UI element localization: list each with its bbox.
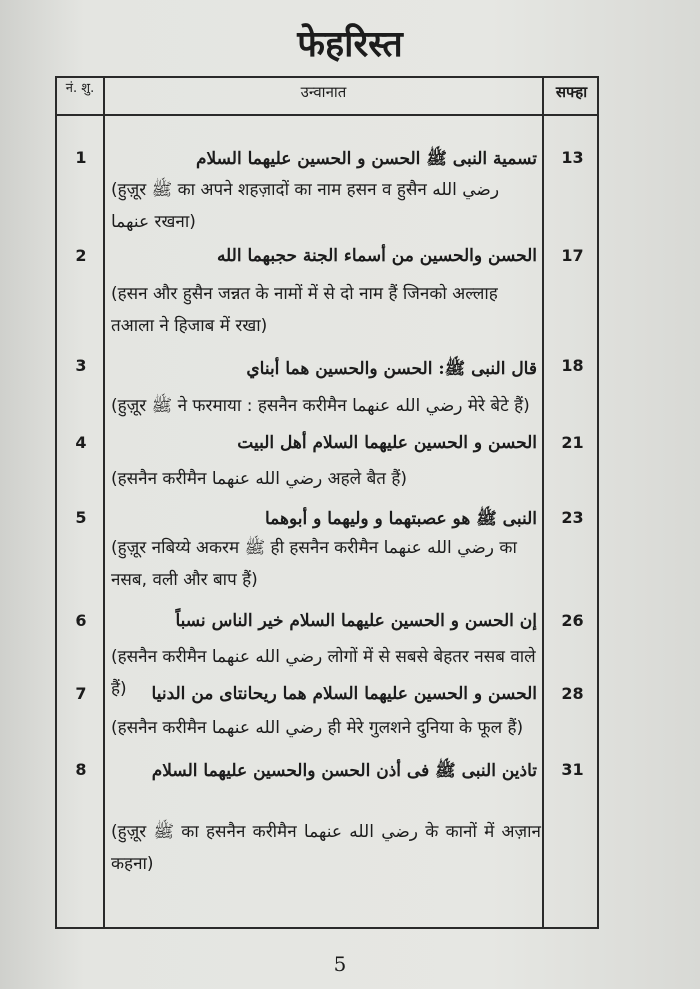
- entry-hindi: (हसनैन करीमैन رضي الله عنهما अहले बैत हैं): [111, 469, 408, 489]
- column-divider: [103, 78, 105, 927]
- entry-arabic: الحسن و الحسين عليهما السلام أهل البيت: [237, 433, 537, 453]
- header-serial: नं. शु.: [65, 81, 95, 96]
- entry-page: 18: [561, 356, 584, 375]
- header-page: सफ्हा: [555, 83, 588, 101]
- entry-arabic: الحسن و الحسين عليهما السلام هما ريحانتاى من الدنيا: [151, 684, 537, 704]
- entry-arabic: النبى ﷺ هو عصبتهما و وليهما و أبوهما: [264, 509, 537, 529]
- entry-number: 8: [75, 760, 87, 779]
- entry-number: 7: [75, 684, 87, 703]
- entry-hindi: (हसनैन करीमैन رضي الله عنهما लोगों में से सबसे बेहतर नसब वाले हैं): [111, 647, 536, 699]
- entry-page: 26: [561, 611, 584, 630]
- entry-hindi: (हुज़ूर ﷺ का हसनैन करीमैन رضي الله عنهما के कानों में अज़ान कहना): [111, 822, 541, 874]
- entry-page: 31: [561, 760, 584, 779]
- entry-arabic: قال النبى ﷺ: الحسن والحسين هما أبناي: [246, 359, 537, 379]
- entry-number: 6: [75, 611, 87, 630]
- entry-arabic: الحسن والحسين من أسماء الجنة حجبهما الله: [216, 246, 537, 266]
- entry-arabic: تسمية النبى ﷺ الحسن و الحسين عليهما السلام: [195, 149, 537, 169]
- entry-number: 4: [75, 433, 87, 452]
- page-number: 5: [333, 952, 347, 976]
- header-divider: [57, 114, 597, 116]
- column-divider: [542, 78, 544, 927]
- entry-hindi: (हुज़ूर नबिय्ये अकरम ﷺ ही हसनैन करीमैन رضي الله عنهما का नसब, वली और बाप हैं): [111, 538, 517, 590]
- entry-number: 1: [75, 148, 87, 167]
- entry-page: 28: [561, 684, 584, 703]
- entry-arabic: إن الحسن و الحسين عليهما السلام خير الناس نسباً: [175, 611, 537, 631]
- entry-page: 21: [561, 433, 584, 452]
- entry-number: 3: [75, 356, 87, 375]
- entry-page: 13: [561, 148, 584, 167]
- page-title: फेहरिस्त: [297, 24, 403, 65]
- entry-number: 2: [75, 246, 87, 265]
- entry-number: 5: [75, 508, 87, 527]
- header-topics: उन्वानात: [300, 83, 347, 101]
- entry-arabic: تاذين النبى ﷺ فى أذن الحسن والحسين عليهما السلام: [151, 761, 537, 781]
- contents-table: [55, 76, 599, 929]
- entry-page: 17: [561, 246, 584, 265]
- entry-hindi: (हुज़ूर ﷺ ने फरमाया : हसनैन करीमैन رضي الله عنهما मेरे बेटे हैं): [111, 396, 530, 416]
- entry-hindi: (हसन और हुसैन जन्नत के नामों में से दो नाम हैं जिनको अल्लाह तआला ने हिजाब में रखा): [111, 284, 498, 336]
- entry-hindi: (हुज़ूर ﷺ का अपने शहज़ादों का नाम हसन व हुसैन رضي الله عنهما रखना): [111, 180, 500, 232]
- entry-hindi: (हसनैन करीमैन رضي الله عنهما ही मेरे गुलशने दुनिया के फूल हैं): [111, 718, 524, 738]
- entry-page: 23: [561, 508, 584, 527]
